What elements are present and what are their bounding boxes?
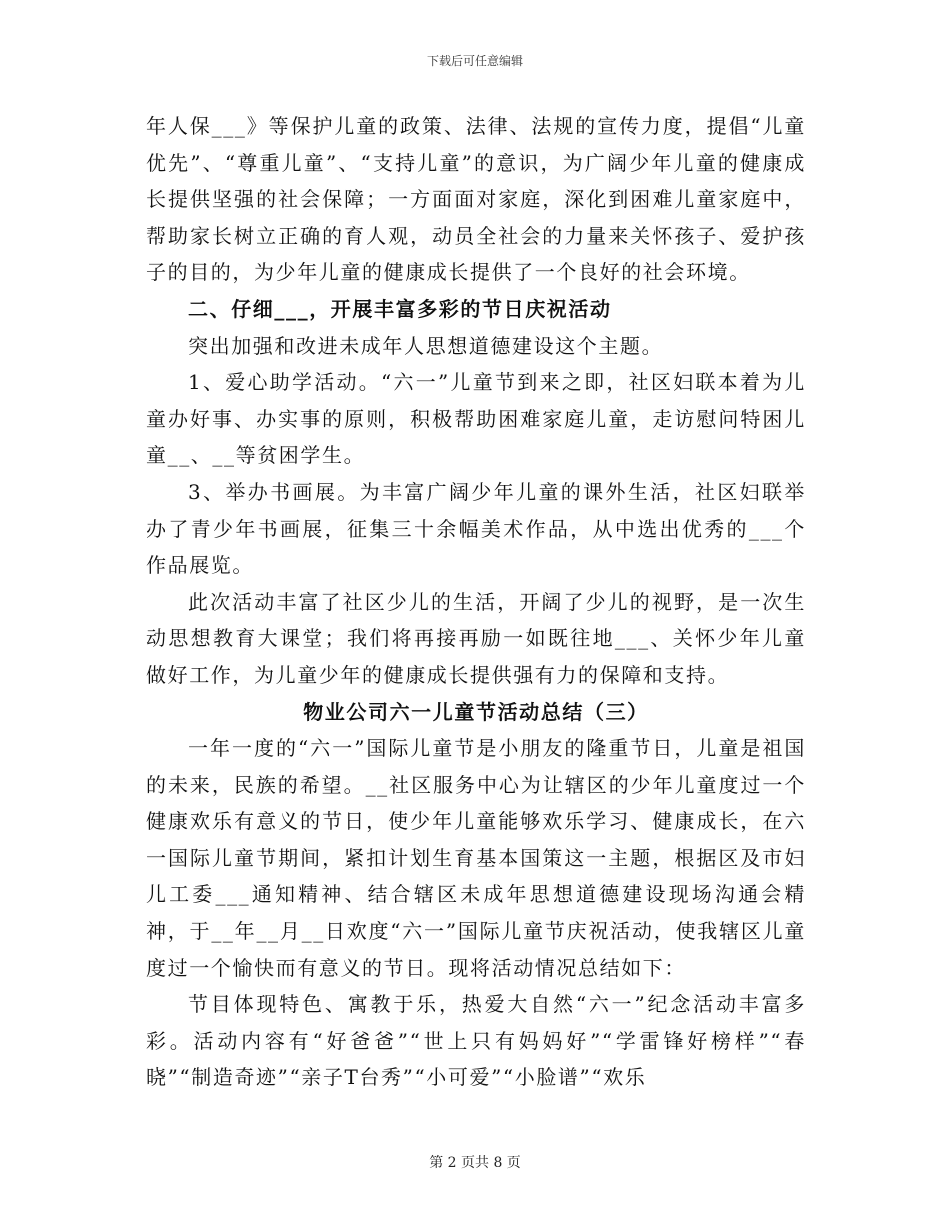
article-title: 物业公司六一儿童节活动总结（三）: [303, 699, 649, 724]
paragraph-item-3: 3、举办书画展。为丰富广阔少年儿童的课外生活，社区妇联举办了青少年书画展，征集三十余幅美术作品，从中选出优秀的___个作品展览。: [146, 479, 806, 578]
paragraph-intro: 一年一度的“六一”国际儿童节是小朋友的隆重节日，儿童是祖国的未来，民族的希望。__社区服务中心为让辖区的少年儿童度过一个健康欢乐有意义的节日，使少年儿童能够欢乐学习、健康成长，在六一国际儿童节期间，紧扣计划生育基本国策这一主题，根据区及市妇儿工委___通知精神、结合辖区未成年思想道德建设现场沟通会精神，于__年__月__日欢度“六一”国际儿童节庆祝活动，使我辖区儿童度过一个愉快而有意义的节日。现将活动情况总结如下：: [146, 736, 806, 980]
paragraph-continuation: 年人保___》等保护儿童的政策、法律、法规的宣传力度，提倡“儿童优先”、“尊重儿童”、“支持儿童”的意识，为广阔少年儿童的健康成长提供坚强的社会保障；一方面面对家庭，深化到困难儿童家庭中，帮助家长树立正确的育人观，动员全社会的力量来关怀孩子、爱护孩子的目的，为少年儿童的健康成长提供了一个良好的社会环境。: [146, 114, 806, 285]
section-heading: 二、仔细___，开展丰富多彩的节日庆祝活动: [188, 296, 612, 321]
document-body: [146, 108, 806, 1096]
paragraph-program: 节目体现特色、寓教于乐，热爱大自然“六一”纪念活动丰富多彩。活动内容有“好爸爸”“世上只有妈妈好”“学雷锋好榜样”“春晓”“制造奇迹”“亲子T台秀”“小可爱”“小脸谱”“欢乐: [146, 992, 806, 1090]
paragraph-theme: 突出加强和改进未成年人思想道德建设这个主题。: [188, 333, 664, 358]
page-header: 下载后可任意编辑: [426, 54, 523, 68]
paragraph-conclusion: 此次活动丰富了社区少儿的生活，开阔了少儿的视野，是一次生动思想教育大课堂；我们将再接再励一如既往地___、关怀少年儿童做好工作，为儿童少年的健康成长提供强有力的保障和支持。: [146, 589, 806, 687]
paragraph-item-1: 1、爱心助学活动。“六一”儿童节到来之即，社区妇联本着为儿童办好事、办实事的原则，积极帮助困难家庭儿童，走访慰问特困儿童__、__等贫困学生。: [146, 370, 806, 468]
page-footer: 第 2 页共 8 页: [429, 1155, 521, 1171]
